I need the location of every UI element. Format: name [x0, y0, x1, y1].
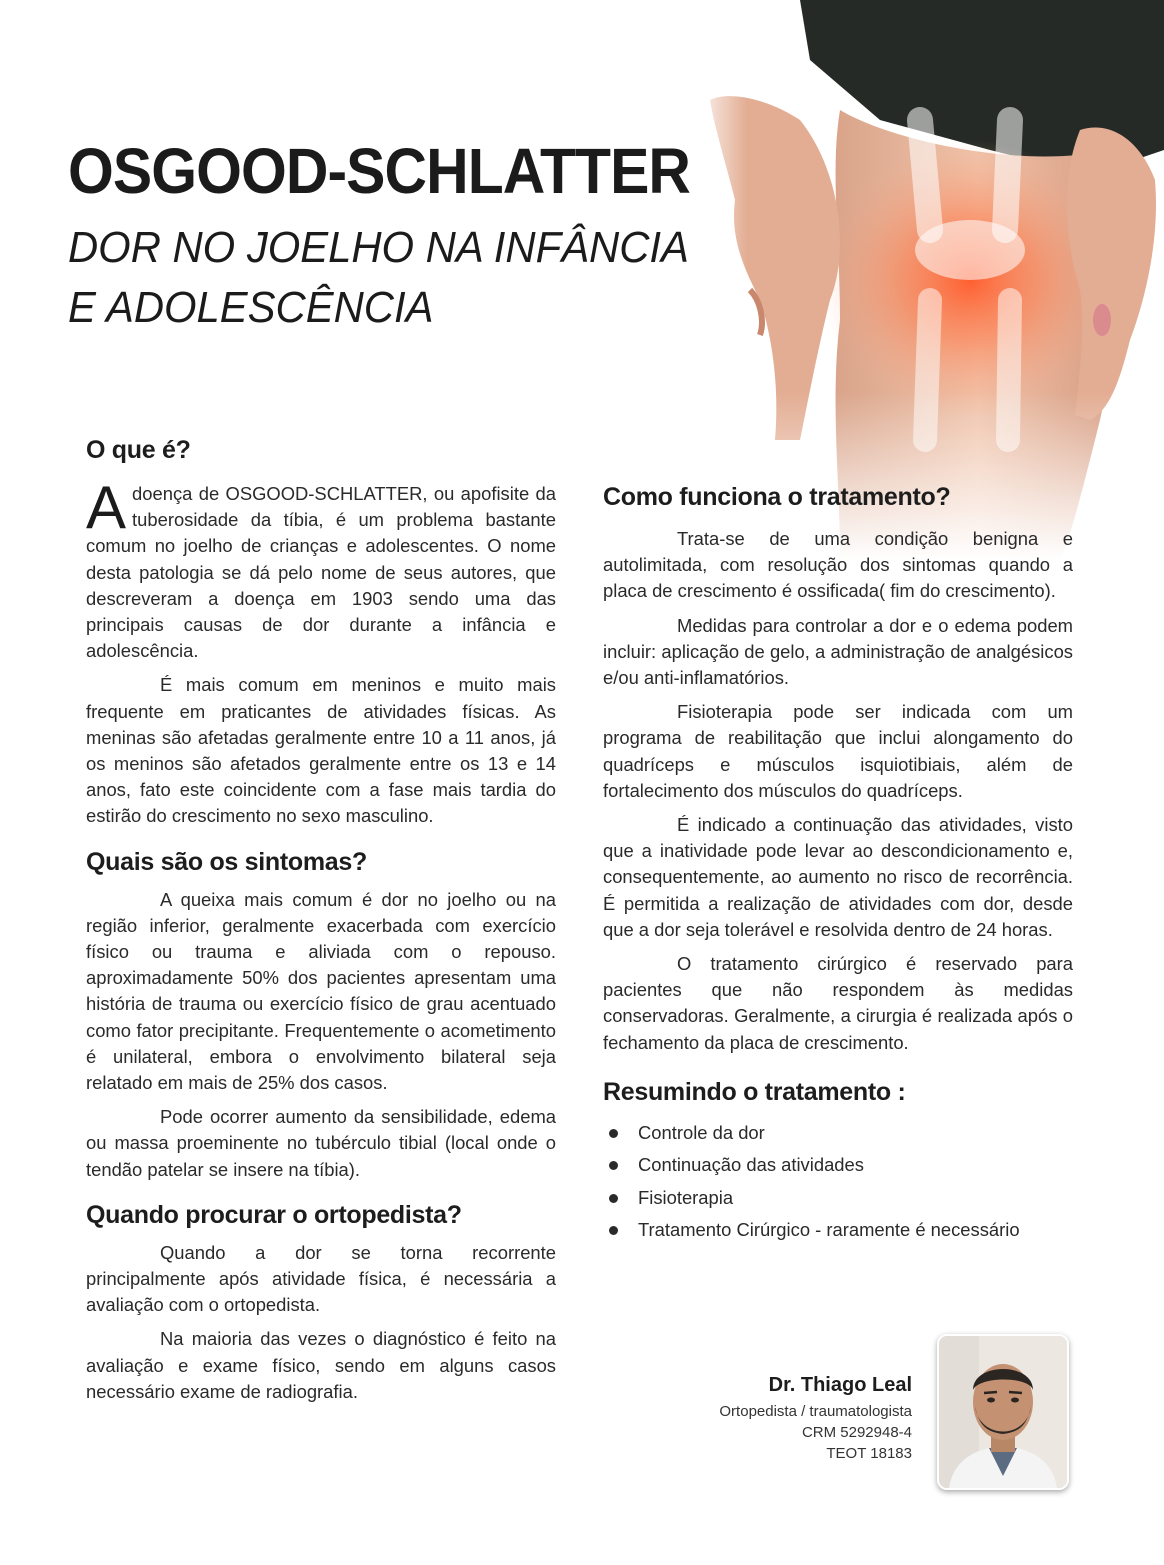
- section-heading-when-to-see: Quando procurar o ortopedista?: [86, 1200, 462, 1229]
- subtitle-line-2: E ADOLESCÊNCIA: [68, 283, 434, 332]
- page-subtitle: [68, 218, 695, 338]
- section-heading-summary: Resumindo o tratamento :: [603, 1077, 906, 1106]
- bullet-icon: [609, 1226, 618, 1235]
- paragraph: É indicado a continuação das atividades, visto que a inatividade pode levar ao descondicionamento e, consequentemente, ao aumento no risco de recorrência. É permitida a realização de atividades com dor, desde que a dor seja tolerável e resolvida dentro de 24 horas.: [603, 814, 1073, 940]
- subtitle-line-1: DOR NO JOELHO NA INFÂNCIA: [68, 223, 689, 272]
- section-heading-what-is: O que é?: [86, 436, 191, 464]
- list-item: Controle da dor: [603, 1117, 1073, 1150]
- section-heading-symptoms: Quais são os sintomas?: [86, 847, 367, 876]
- intro-text: doença de OSGOOD-SCHLATTER, ou apofisite da tuberosidade da tíbia, é um problema bastante comum no joelho de crianças e adolescentes. O nome desta patologia se dá pelo nome de seus autores, que descreveram a doença em 1903 sendo uma das principais causas de dor durante a infância e adolescência.: [86, 483, 556, 662]
- left-column: [86, 436, 556, 1413]
- paragraph: Medidas para controlar a dor e o edema podem incluir: aplicação de gelo, a administração de analgésicos e/ou anti-inflamatórios.: [603, 614, 1073, 689]
- paragraph: Na maioria das vezes o diagnóstico é feito na avaliação e exame físico, sendo em alguns casos necessário exame de radiografia.: [86, 1328, 556, 1402]
- author-name: Dr. Thiago Leal: [768, 1374, 912, 1396]
- paragraph: Pode ocorrer aumento da sensibilidade, edema ou massa proeminente no tubérculo tibial (local onde o tendão patelar se insere na tíbia).: [86, 1106, 556, 1180]
- doctor-portrait-icon: [939, 1336, 1067, 1488]
- list-item: Tratamento Cirúrgico - raramente é necessário: [603, 1214, 1073, 1247]
- bullet-icon: [609, 1194, 618, 1203]
- right-column: [603, 483, 1073, 1247]
- knee-pain-photo-icon: [690, 0, 1164, 560]
- author-photo: [937, 1334, 1069, 1490]
- paragraph: Quando a dor se torna recorrente principalmente após atividade física, é necessária a avaliação com o ortopedista.: [86, 1241, 556, 1316]
- paragraph: O tratamento cirúrgico é reservado para pacientes que não respondem às medidas conservadoras. Geralmente, a cirurgia é realizada após o fechamento da placa de crescimento.: [603, 953, 1073, 1053]
- list-item: Continuação das atividades: [603, 1149, 1073, 1182]
- summary-list: [603, 1117, 1073, 1247]
- paragraph: É mais comum em meninos e muito mais frequente em praticantes de atividades físicas. As meninas são afetadas geralmente entre 10 a 11 anos, já os meninos são afetados geralmente entre os 13 e 14 anos, fato este coincidente com a fase mais tardia do estirão do crescimento no sexo masculino.: [86, 674, 556, 827]
- bullet-icon: [609, 1161, 618, 1170]
- section-heading-treatment: Como funciona o tratamento?: [603, 483, 951, 511]
- author-info: [719, 1374, 912, 1464]
- knee-pain-image: [690, 0, 1164, 560]
- paragraph: Trata-se de uma condição benigna e autolimitada, com resolução dos sintomas quando a placa de crescimento é ossificada( fim do crescimento).: [603, 528, 1073, 602]
- page-title: OSGOOD-SCHLATTER: [68, 135, 691, 207]
- bullet-icon: [609, 1129, 618, 1138]
- list-item: Fisioterapia: [603, 1182, 1073, 1215]
- author-role: Ortopedista / traumatologista: [719, 1403, 912, 1420]
- paragraph: Fisioterapia pode ser indicada com um programa de reabilitação que inclui alongamento do quadríceps e músculos isquiotibiais, além de fortalecimento dos músculos do quadríceps.: [603, 701, 1073, 801]
- drop-cap: A: [86, 474, 127, 541]
- author-crm: CRM 5292948-4: [801, 1424, 912, 1441]
- intro-paragraph: [86, 474, 556, 664]
- author-teot: TEOT 18183: [826, 1445, 912, 1462]
- paragraph: A queixa mais comum é dor no joelho ou na região inferior, geralmente exacerbada com exercício físico ou trauma e aliviada com o repouso. aproximadamente 50% dos pacientes apresentam uma história de trauma ou exercício físico de grau acentuado como fator precipitante. Frequentemente o acometimento é unilateral, embora o envolvimento bilateral seja relatado em mais de 25% dos casos.: [86, 888, 556, 1094]
